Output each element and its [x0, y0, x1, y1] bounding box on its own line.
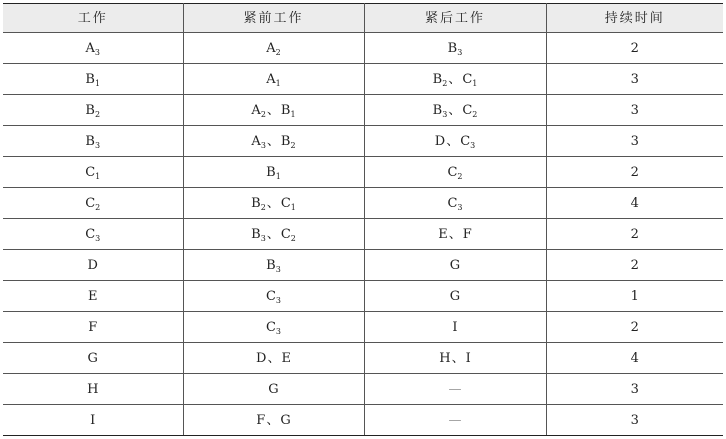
work-code — [281, 197, 296, 210]
work-code — [433, 73, 448, 86]
duration-cell: 3 — [546, 95, 723, 126]
work-letter: H — [439, 350, 451, 366]
work-code — [447, 197, 462, 210]
work-cell — [3, 64, 183, 95]
work-subscript: 2 — [290, 140, 296, 150]
header-work: 工作 — [3, 4, 183, 33]
work-letter: H — [87, 381, 99, 397]
table-row — [3, 64, 723, 95]
duration-cell: 4 — [546, 343, 723, 374]
predecessors-cell — [183, 157, 364, 188]
work-letter: G — [449, 257, 461, 273]
header-successors: 紧后工作 — [364, 4, 546, 33]
table-row — [3, 312, 723, 343]
work-code — [268, 383, 278, 396]
work-code — [266, 290, 281, 303]
list-separator: 、 — [266, 133, 280, 149]
work-code — [447, 166, 462, 179]
table-row — [3, 374, 723, 405]
work-subscript: 3 — [275, 326, 282, 336]
work-code — [251, 197, 266, 210]
work-code — [85, 197, 100, 210]
work-letter: C — [447, 164, 458, 180]
successors-cell — [364, 64, 546, 95]
table-body — [3, 33, 723, 436]
work-code — [266, 73, 280, 86]
work-subscript: 2 — [95, 202, 101, 212]
work-letter: D — [87, 257, 98, 273]
work-subscript: 2 — [442, 78, 448, 88]
work-subscript: 1 — [94, 78, 101, 88]
duration-cell: 3 — [546, 126, 723, 157]
work-cell — [3, 281, 183, 312]
work-letter: C — [460, 133, 471, 149]
work-letter: G — [87, 350, 98, 366]
work-code — [281, 104, 296, 117]
work-subscript: 2 — [260, 202, 266, 212]
work-code — [251, 228, 266, 241]
predecessors-cell — [183, 405, 364, 436]
work-code — [266, 42, 280, 55]
work-code — [439, 352, 450, 365]
work-letter: C — [85, 164, 96, 180]
work-code — [466, 352, 471, 365]
work-letter: C — [447, 195, 458, 211]
table-row — [3, 219, 723, 250]
work-subscript: 3 — [95, 233, 101, 243]
work-letter: G — [280, 412, 291, 428]
successors-cell — [364, 250, 546, 281]
work-code — [452, 321, 457, 334]
work-letter: G — [268, 381, 279, 397]
work-subscript: 3 — [275, 264, 281, 274]
work-letter: F — [88, 319, 98, 335]
work-letter: C — [265, 288, 276, 304]
work-letter: B — [280, 133, 291, 149]
work-letter: E — [88, 288, 98, 304]
work-code — [86, 42, 100, 55]
predecessors-cell — [183, 281, 364, 312]
work-cell — [3, 157, 183, 188]
list-separator: 、 — [266, 412, 280, 428]
work-subscript: 2 — [457, 171, 463, 181]
work-subscript: 3 — [260, 140, 266, 150]
work-letter: A — [85, 40, 95, 56]
work-letter: I — [90, 412, 96, 428]
work-letter: C — [280, 195, 291, 211]
work-code — [438, 228, 448, 241]
table-row — [3, 33, 723, 64]
work-letter: B — [85, 71, 95, 87]
list-separator: 、 — [448, 226, 462, 242]
work-letter: C — [85, 195, 96, 211]
work-letter: B — [85, 133, 95, 149]
work-cell — [3, 219, 183, 250]
work-code — [462, 104, 477, 117]
work-code — [435, 135, 445, 148]
table-row — [3, 157, 723, 188]
work-subscript: 3 — [94, 47, 100, 57]
none-dash: — — [448, 381, 462, 397]
work-subscript: 2 — [94, 109, 101, 119]
successors-cell — [364, 33, 546, 64]
work-subscript: 1 — [275, 78, 281, 88]
header-row — [3, 4, 723, 33]
work-letter: D — [256, 350, 267, 366]
work-code — [281, 228, 296, 241]
work-subscript: 1 — [275, 171, 281, 181]
work-code — [85, 135, 100, 148]
predecessors-cell — [183, 312, 364, 343]
work-code — [266, 321, 281, 334]
table-row — [3, 250, 723, 281]
list-separator: 、 — [446, 133, 460, 149]
work-code — [462, 73, 477, 86]
work-code — [463, 228, 472, 241]
predecessors-cell — [183, 343, 364, 374]
list-separator: 、 — [266, 195, 280, 211]
work-subscript: 2 — [290, 233, 296, 243]
work-code — [85, 104, 100, 117]
predecessors-cell — [183, 188, 364, 219]
work-letter: D — [434, 133, 446, 149]
duration-cell: 2 — [546, 219, 723, 250]
duration-cell: 2 — [546, 312, 723, 343]
work-code — [85, 228, 100, 241]
work-cell — [3, 126, 183, 157]
successors-cell — [364, 374, 546, 405]
table-row — [3, 405, 723, 436]
work-letter: B — [432, 102, 443, 118]
table-row — [3, 126, 723, 157]
list-separator: 、 — [266, 102, 280, 118]
work-code — [88, 352, 98, 365]
work-cell — [3, 33, 183, 64]
predecessors-cell — [183, 33, 364, 64]
work-subscript: 3 — [94, 140, 101, 150]
header-duration: 持续时间 — [546, 4, 723, 33]
work-cell — [3, 312, 183, 343]
work-letter: G — [449, 288, 461, 304]
work-letter: I — [465, 350, 471, 366]
work-subscript: 3 — [470, 140, 476, 150]
work-subscript: 1 — [290, 109, 296, 119]
table-row — [3, 343, 723, 374]
duration-cell: 4 — [546, 188, 723, 219]
work-code — [433, 104, 448, 117]
table-row — [3, 188, 723, 219]
work-letter: E — [281, 350, 291, 366]
list-separator: 、 — [448, 102, 462, 118]
successors-cell — [364, 95, 546, 126]
work-letter: B — [432, 71, 443, 87]
work-code — [460, 135, 475, 148]
predecessors-cell — [183, 374, 364, 405]
successors-cell — [364, 157, 546, 188]
work-subscript: 3 — [457, 202, 463, 212]
work-letter: A — [251, 133, 261, 149]
predecessors-cell — [183, 250, 364, 281]
table-header — [3, 4, 723, 33]
work-code — [88, 321, 97, 334]
header-predecessors: 紧前工作 — [183, 4, 364, 33]
work-letter: A — [251, 102, 261, 118]
work-cell — [3, 405, 183, 436]
work-letter: B — [251, 226, 261, 242]
work-code — [88, 259, 98, 272]
work-letter: A — [266, 40, 276, 56]
table-row — [3, 95, 723, 126]
duration-cell: 3 — [546, 64, 723, 95]
work-letter: C — [280, 226, 291, 242]
work-code — [281, 135, 296, 148]
work-code — [90, 414, 95, 427]
work-letter: B — [266, 257, 276, 273]
work-letter: B — [280, 102, 291, 118]
predecessors-cell — [183, 126, 364, 157]
work-code — [266, 259, 281, 272]
work-letter: E — [438, 226, 448, 242]
list-separator: 、 — [266, 226, 280, 242]
predecessors-cell — [183, 95, 364, 126]
work-letter: B — [447, 40, 458, 56]
work-cell — [3, 343, 183, 374]
work-code — [256, 414, 265, 427]
work-code — [280, 414, 290, 427]
work-code — [256, 352, 266, 365]
work-code — [85, 166, 100, 179]
successors-cell — [364, 281, 546, 312]
work-subscript: 3 — [457, 47, 463, 57]
work-subscript: 2 — [260, 109, 266, 119]
duration-cell: 1 — [546, 281, 723, 312]
work-letter: C — [85, 226, 96, 242]
work-cell — [3, 250, 183, 281]
work-code — [266, 166, 281, 179]
list-separator: 、 — [448, 71, 462, 87]
successors-cell — [364, 312, 546, 343]
work-code — [281, 352, 291, 365]
work-code — [251, 135, 265, 148]
table-row — [3, 281, 723, 312]
work-letter: F — [462, 226, 472, 242]
work-code — [251, 104, 265, 117]
work-letter: F — [256, 412, 266, 428]
successors-cell — [364, 405, 546, 436]
work-letter: B — [85, 102, 95, 118]
work-letter: C — [462, 71, 473, 87]
work-subscript: 3 — [260, 233, 266, 243]
work-subscript: 2 — [275, 47, 281, 57]
work-subscript: 1 — [95, 171, 101, 181]
work-cell — [3, 95, 183, 126]
work-code — [450, 259, 460, 272]
none-dash: — — [448, 412, 462, 428]
work-letter: C — [462, 102, 473, 118]
list-separator: 、 — [451, 350, 465, 366]
successors-cell — [364, 126, 546, 157]
duration-cell: 2 — [546, 250, 723, 281]
work-subscript: 3 — [275, 295, 282, 305]
work-subscript: 1 — [290, 202, 296, 212]
work-code — [448, 42, 463, 55]
work-letter: C — [265, 319, 276, 335]
successors-cell — [364, 343, 546, 374]
work-code — [88, 290, 98, 303]
duration-cell: 2 — [546, 157, 723, 188]
work-cell — [3, 188, 183, 219]
work-letter: B — [266, 164, 276, 180]
work-subscript: 2 — [472, 109, 478, 119]
work-letter: A — [266, 71, 276, 87]
work-code — [450, 290, 460, 303]
work-letter: I — [452, 319, 458, 335]
successors-cell — [364, 188, 546, 219]
work-schedule-table — [3, 3, 723, 436]
predecessors-cell — [183, 64, 364, 95]
successors-cell — [364, 219, 546, 250]
work-letter: B — [251, 195, 261, 211]
work-cell — [3, 374, 183, 405]
work-code — [87, 383, 98, 396]
duration-cell: 2 — [546, 33, 723, 64]
work-code — [85, 73, 100, 86]
predecessors-cell — [183, 219, 364, 250]
duration-cell: 3 — [546, 374, 723, 405]
work-subscript: 3 — [442, 109, 448, 119]
work-subscript: 1 — [472, 78, 478, 88]
duration-cell: 3 — [546, 405, 723, 436]
list-separator: 、 — [267, 350, 281, 366]
